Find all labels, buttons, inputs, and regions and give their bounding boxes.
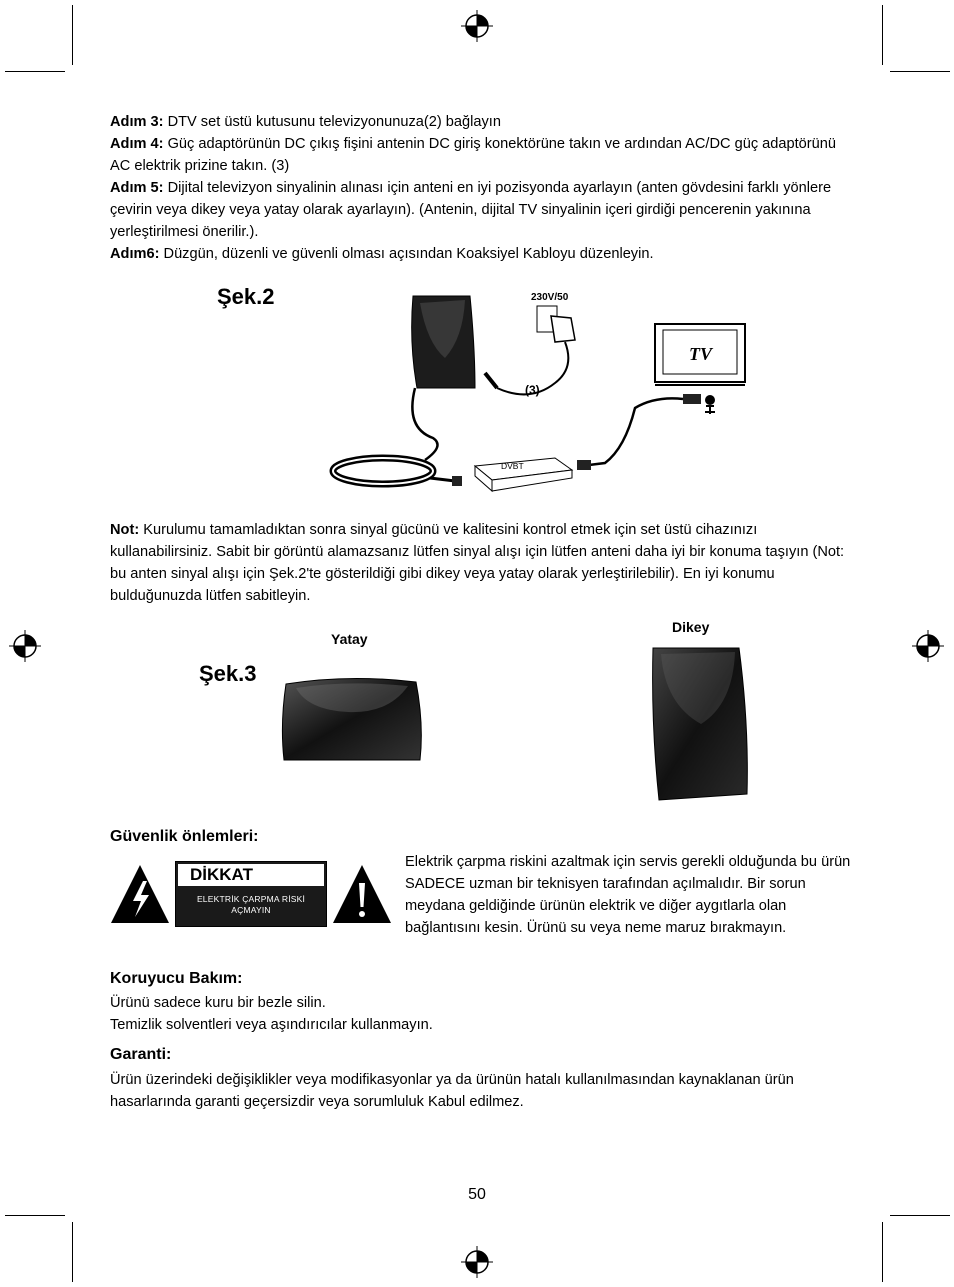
- caution-label: [175, 861, 327, 927]
- antenna-horizontal-image: [278, 674, 426, 764]
- horizontal-label: Yatay: [331, 631, 368, 647]
- registration-mark-left: [9, 630, 41, 662]
- power-label: 230V/50: [531, 292, 569, 303]
- warranty-text: Ürün üzerindeki değişiklikler veya modifikasyonlar ya da ürünün hatalı kullanılmasından kaynaklanan ürün hasarlarında garanti geçersizdir veya sorumluluk Kabul edilmez.: [110, 1072, 794, 1110]
- warranty-title: Garanti:: [110, 1046, 172, 1063]
- step-6: Adım6: Düzgün, düzenli ve güvenli olması açısından Koaksiyel Kabloyu düzenleyin.: [110, 246, 654, 262]
- crop-mark: [72, 5, 73, 65]
- crop-mark: [890, 71, 950, 72]
- safety-title: Güvenlik önlemleri:: [110, 828, 259, 845]
- registration-mark-bottom: [461, 1246, 493, 1278]
- antenna-vertical-image: [651, 644, 751, 804]
- crop-mark: [882, 1222, 883, 1282]
- caution-subtitle: ELEKTRİK ÇARPMA RİSKİ AÇMAYIN: [196, 894, 306, 915]
- care-line-1: Ürünü sadece kuru bir bezle silin.: [110, 995, 326, 1011]
- safety-text: Elektrik çarpma riskini azaltmak için servis gerekli olduğunda bu ürün SADECE uzman bir teknisyen tarafından açılmalıdır. Bir sorun meydana geldiğinde ürünün elektrik ve diğer aygıtlarla olan bağlantısını kesin. Ürünü su veya neme maruz bırakmayın.: [405, 854, 851, 936]
- note: Not: Kurulumu tamamladıktan sonra sinyal gücünü ve kalitesini kontrol etmek için set üstü cihazınızı kullanabilirsiniz. Sabit bir görüntü alamazsanız lütfen sinyal alışı için lütfen anteni daha iyi bir konuma taşıyın (Not: bu anten sinyal alışı için Şek.2'te gösterildiği gibi dikey veya yatay olarak yerleştirilebilir). En iyi konumu bulduğunuzda lütfen sabitleyin.: [110, 522, 845, 604]
- step-3: Adım 3: DTV set üstü kutusunu televizyonunuza(2) bağlayın: [110, 114, 501, 130]
- crop-mark: [890, 1215, 950, 1216]
- step-4: Adım 4: Güç adaptörünün DC çıkış fişini antenin DC giriş konektörüne takın ve ardından AC/DC güç adaptörünü AC elektrik prizine takın. (3): [110, 136, 837, 174]
- crop-mark: [5, 71, 65, 72]
- crop-mark: [882, 5, 883, 65]
- lightning-warning-icon: [109, 863, 171, 925]
- svg-text:DVBT: DVBT: [501, 461, 524, 471]
- caution-title: DİKKAT: [178, 864, 324, 886]
- figure-2-label: Şek.2: [217, 284, 275, 309]
- care-title: Koruyucu Bakım:: [110, 970, 243, 987]
- registration-mark-top: [461, 10, 493, 42]
- care-line-2: Temizlik solventleri veya aşındırıcılar kullanmayın.: [110, 1017, 433, 1033]
- crop-mark: [5, 1215, 65, 1216]
- registration-mark-right: [912, 630, 944, 662]
- page-number: 50: [468, 1186, 486, 1203]
- callout-3: (3): [525, 383, 540, 397]
- vertical-label: Dikey: [672, 619, 710, 635]
- figure-3-label: Şek.3: [199, 661, 257, 686]
- crop-mark: [72, 1222, 73, 1282]
- exclamation-warning-icon: [331, 863, 393, 925]
- step-5: Adım 5: Dijital televizyon sinyalinin alınası için anteni en iyi pozisyonda ayarlayın (anten gövdesini farklı yönlere çevirin veya dikey veya yatay olarak ayarlayın). (Antenin, dijital TV sinyalinin içeri girdiği pencerenin yakınına yerleştirilmesi önerilir.).: [110, 180, 832, 240]
- svg-text:TV: TV: [689, 344, 713, 364]
- figure-2-connection-diagram: [325, 288, 755, 498]
